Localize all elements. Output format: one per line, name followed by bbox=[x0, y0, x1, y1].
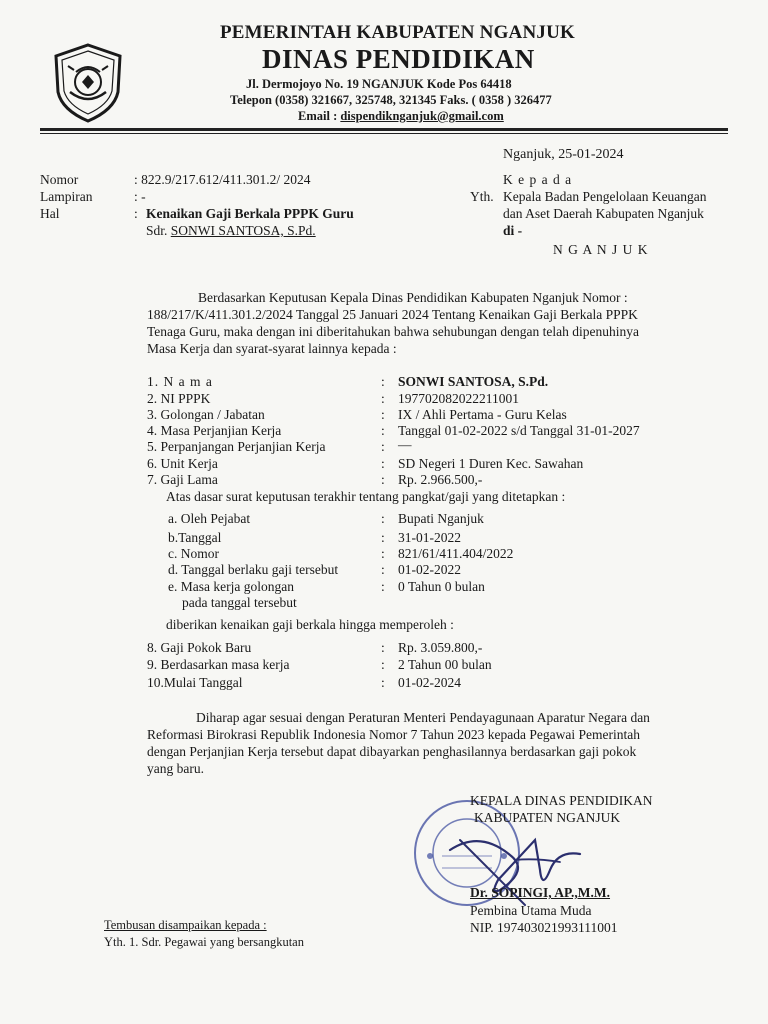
header-rule-thick bbox=[40, 128, 728, 131]
detail-value: SONWI SANTOSA, S.Pd. bbox=[398, 374, 549, 389]
agency-email-line bbox=[298, 109, 504, 124]
hal-value: Kenaikan Gaji Berkala PPPK Guru bbox=[146, 206, 354, 221]
signatory-title-2: KABUPATEN NGANJUK bbox=[474, 810, 621, 825]
recipient-line1: Kepala Badan Pengelolaan Keuangan bbox=[503, 189, 707, 204]
detail-label: 1. N a m a bbox=[147, 374, 213, 389]
recipient-line2: dan Aset Daerah Kabupaten Nganjuk bbox=[503, 206, 704, 221]
increase-colon: : bbox=[381, 640, 385, 655]
intro-line-4: Masa Kerja dan syarat-syarat lainnya kepada : bbox=[147, 341, 397, 356]
detail-colon: : bbox=[381, 391, 385, 406]
closing-line-2: Reformasi Birokrasi Republik Indonesia Nomor 7 Tahun 2023 kepada Pegawai Pemerintah bbox=[147, 727, 640, 742]
basis-label: c. Nomor bbox=[168, 546, 219, 561]
signatory-rank: Pembina Utama Muda bbox=[470, 903, 592, 918]
email-label: Email : bbox=[298, 109, 341, 123]
recipient-city: N G A N J U K bbox=[553, 242, 649, 257]
intro-line-3: Tenaga Guru, maka dengan ini diberitahukan bahwa sehubungan dengan telah dipenuhinya bbox=[147, 324, 640, 339]
recipient-kepada: K e p a d a bbox=[503, 172, 573, 187]
detail-colon: : bbox=[381, 472, 385, 487]
basis-label: e. Masa kerja golongan bbox=[168, 579, 294, 594]
email-link[interactable]: dispendiknganjuk@gmail.com bbox=[340, 109, 504, 123]
basis-value: 821/61/411.404/2022 bbox=[398, 546, 514, 561]
hal-name: SONWI SANTOSA, S.Pd. bbox=[170, 223, 316, 238]
increase-colon: : bbox=[381, 657, 385, 672]
detail-value: Tanggal 01-02-2022 s/d Tanggal 31-01-2027 bbox=[398, 423, 640, 438]
intro-line-2: 188/217/K/411.301.2/2024 Tanggal 25 Januari 2024 Tentang Kenaikan Gaji Berkala PPPK bbox=[147, 307, 638, 322]
basis-colon: : bbox=[381, 511, 385, 526]
recipient-di: di - bbox=[503, 223, 523, 238]
increase-value: 01-02-2024 bbox=[398, 675, 461, 690]
basis-colon: : bbox=[381, 530, 385, 545]
nomor-value: : 822.9/217.612/411.301.2/ 2024 bbox=[134, 172, 311, 187]
increase-value: 2 Tahun 00 bulan bbox=[398, 657, 492, 672]
detail-colon: : bbox=[381, 407, 385, 422]
basis-colon: : bbox=[381, 562, 385, 577]
basis-value: 0 Tahun 0 bulan bbox=[398, 579, 485, 594]
detail-label: 3. Golongan / Jabatan bbox=[147, 407, 265, 422]
detail-label: 4. Masa Perjanjian Kerja bbox=[147, 423, 282, 438]
regency-emblem-logo bbox=[52, 42, 124, 124]
detail-colon: : bbox=[381, 374, 385, 389]
detail-colon: : bbox=[381, 439, 385, 454]
detail-value: Rp. 2.966.500,- bbox=[398, 472, 483, 487]
hal-sdr: Sdr. bbox=[146, 223, 171, 238]
basis-colon: : bbox=[381, 546, 385, 561]
detail-value: 197702082022211001 bbox=[398, 391, 519, 406]
increase-intro: diberikan kenaikan gaji berkala hingga memperoleh : bbox=[166, 617, 454, 632]
basis-value: 31-01-2022 bbox=[398, 530, 461, 545]
intro-line-1: Berdasarkan Keputusan Kepala Dinas Pendidikan Kabupaten Nganjuk Nomor : bbox=[198, 290, 628, 305]
agency-heading: DINAS PENDIDIKAN bbox=[262, 44, 535, 74]
nomor-label: Nomor bbox=[40, 172, 79, 187]
basis-label: d. Tanggal berlaku gaji tersebut bbox=[168, 562, 339, 577]
detail-label: 7. Gaji Lama bbox=[147, 472, 218, 487]
signatory-name: Dr. SOPINGI, AP.,M.M. bbox=[470, 885, 611, 900]
detail-value: — bbox=[398, 437, 412, 452]
detail-label: 6. Unit Kerja bbox=[147, 456, 218, 471]
increase-label: 9. Berdasarkan masa kerja bbox=[147, 657, 290, 672]
letter-date: Nganjuk, 25-01-2024 bbox=[503, 147, 624, 162]
hal-colon: : bbox=[134, 206, 138, 221]
increase-colon: : bbox=[381, 675, 385, 690]
closing-line-3: dengan Perjanjian Kerja tersebut dapat dibayarkan penghasilannya berdasarkan gaji pokok bbox=[147, 744, 637, 759]
increase-label: 10.Mulai Tanggal bbox=[147, 675, 243, 690]
lampiran-value: : - bbox=[134, 189, 146, 204]
lampiran-label: Lampiran bbox=[40, 189, 93, 204]
basis-label: a. Oleh Pejabat bbox=[168, 511, 251, 526]
header-rule-thin bbox=[40, 133, 728, 134]
detail-value: SD Negeri 1 Duren Kec. Sawahan bbox=[398, 456, 584, 471]
signatory-nip: NIP. 197403021993111001 bbox=[470, 920, 618, 935]
basis-colon: : bbox=[381, 579, 385, 594]
cc-heading: Tembusan disampaikan kepada : bbox=[104, 918, 267, 932]
agency-address: Jl. Dermojoyo No. 19 NGANJUK Kode Pos 64418 bbox=[246, 77, 512, 91]
basis-label: b.Tanggal bbox=[168, 530, 222, 545]
hal-label: Hal bbox=[40, 206, 60, 221]
closing-line-1: Diharap agar sesuai dengan Peraturan Menteri Pendayagunaan Aparatur Negara dan bbox=[196, 710, 650, 725]
recipient-yth: Yth. bbox=[470, 189, 494, 204]
agency-phone: Telepon (0358) 321667, 325748, 321345 Faks. ( 0358 ) 326477 bbox=[230, 93, 552, 107]
basis-label-continued: pada tanggal tersebut bbox=[182, 595, 297, 610]
closing-line-4: yang baru. bbox=[147, 761, 204, 776]
government-heading: PEMERINTAH KABUPATEN NGANJUK bbox=[220, 22, 575, 43]
detail-label: 2. NI PPPK bbox=[147, 391, 211, 406]
detail-colon: : bbox=[381, 423, 385, 438]
detail-value: IX / Ahli Pertama - Guru Kelas bbox=[398, 407, 567, 422]
signatory-title-1: KEPALA DINAS PENDIDIKAN bbox=[470, 793, 653, 808]
basis-value: Bupati Nganjuk bbox=[398, 511, 484, 526]
cc-line: Yth. 1. Sdr. Pegawai yang bersangkutan bbox=[104, 935, 304, 949]
detail-label: 5. Perpanjangan Perjanjian Kerja bbox=[147, 439, 326, 454]
detail-colon: : bbox=[381, 456, 385, 471]
hal-subject-line bbox=[146, 223, 316, 239]
increase-label: 8. Gaji Pokok Baru bbox=[147, 640, 252, 655]
basis-value: 01-02-2022 bbox=[398, 562, 461, 577]
basis-intro: Atas dasar surat keputusan terakhir tentang pangkat/gaji yang ditetapkan : bbox=[166, 489, 566, 504]
increase-value: Rp. 3.059.800,- bbox=[398, 640, 483, 655]
